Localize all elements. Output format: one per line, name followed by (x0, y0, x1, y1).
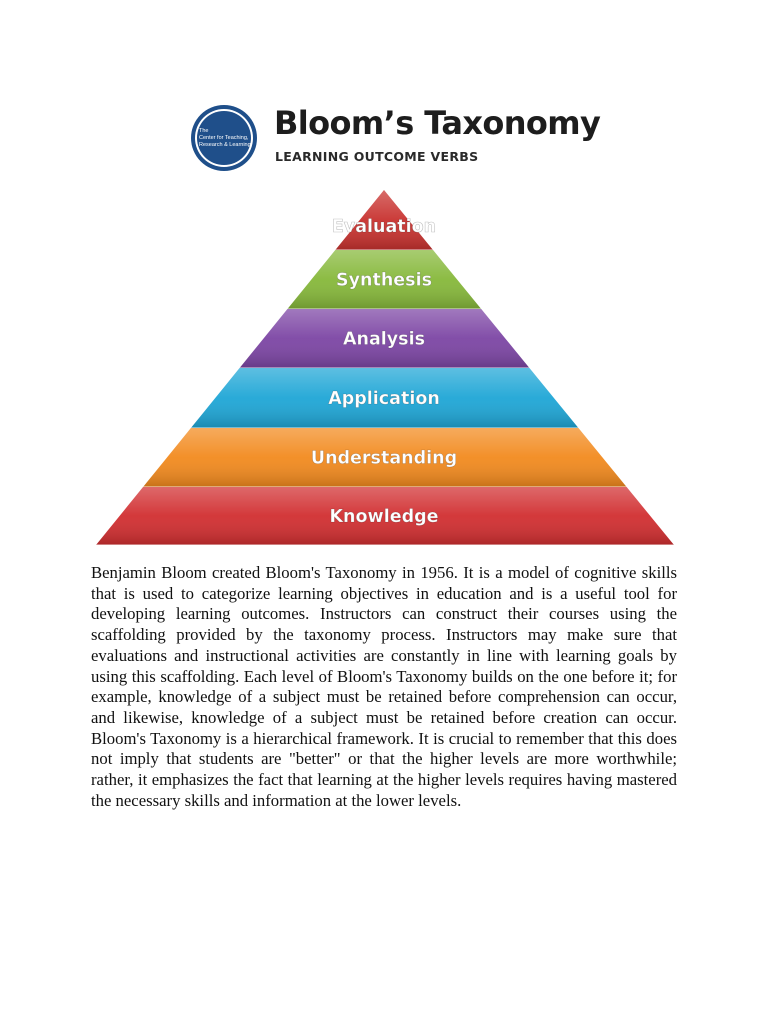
page-title: Bloom’s Taxonomy (274, 104, 601, 142)
pyramid-label-synthesis: Synthesis (336, 270, 432, 291)
pyramid-label-evaluation: Evaluation (331, 217, 437, 237)
logo-line-2: Center for Teaching, (199, 135, 249, 141)
pyramid-label-application: Application (328, 389, 440, 409)
pyramid-label-knowledge: Knowledge (329, 507, 439, 527)
page-subtitle: LEARNING OUTCOME VERBS (275, 149, 479, 164)
pyramid-label-understanding: Understanding (310, 448, 458, 469)
description-paragraph: Benjamin Bloom created Bloom's Taxonomy in 1956. It is a model of cognitive skills that is used to categorize learning objectives in education and is a useful tool for developing learning outcomes. Instructors can construct their courses using the scaffolding provided by the taxonomy process. Instructors may make sure that evaluations and instructional activities are constantly in line with learning goals by using this scaffolding. Each level of Bloom's Taxonomy builds on the one before it; for example, knowledge of a subject must be retained before comprehension can occur, and likewise, knowledge of a subject must be retained before creation can occur. Bloom's Taxonomy is a hierarchical framework. It is crucial to remember that this does not imply that students are "better" or that the higher levels are more worthwhile; rather, it emphasizes the fact that learning at the higher levels requires having mastered the necessary skills and information at the lower levels. (91, 563, 677, 810)
logo-line-1: The (199, 128, 209, 134)
logo-line-3: Research & Learning (199, 142, 251, 148)
pyramid-label-analysis: Analysis (342, 329, 426, 350)
